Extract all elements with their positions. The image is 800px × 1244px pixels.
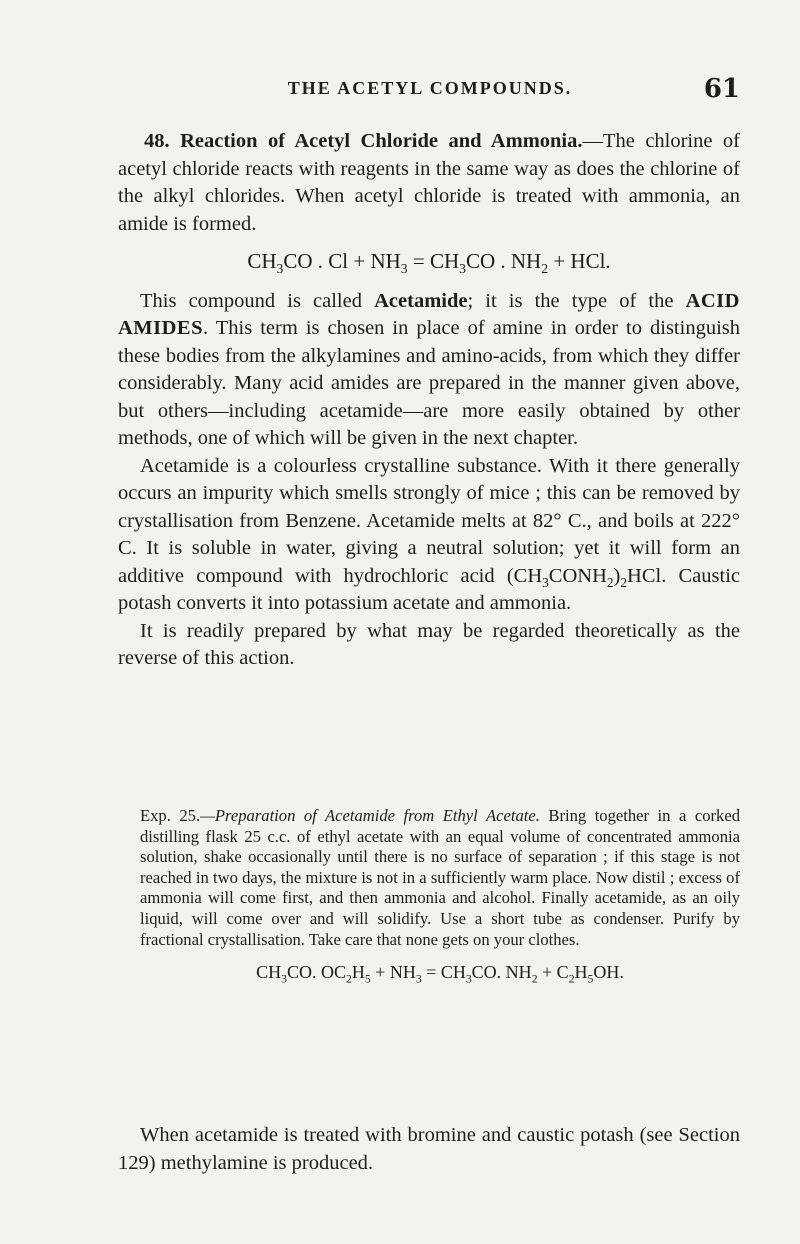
experiment-label: Exp. 25. — [140, 806, 201, 825]
section-intro-paragraph — [118, 128, 740, 238]
section-title: Reaction of Acetyl Chloride and Ammonia. — [180, 130, 583, 152]
preparation-note-paragraph: It is readily prepared by what may be regarded theoretically as the reverse of this action. — [118, 619, 740, 669]
final-text — [118, 1122, 740, 1177]
page-number: 61 — [703, 74, 740, 104]
section-intro-text: —The chlorine of acetyl chloride reacts with reagents in the same way as does the chlorine of the alkyl chlorides. When acetyl chloride is treated with ammonia, an amide is formed. — [118, 130, 740, 235]
formula-acetamide-hydrochloride: $(CH_3CONH_2)_2HCl$. — [506, 564, 667, 590]
equation-acetyl-chloride-ammonia: $CH_3CO$ . $Cl + NH_3 = CH_3CO$ . $NH_2$ + HCl. — [247, 249, 611, 277]
equation-ethyl-acetate-ammonia: $CH_3CO$. $OC_2H_5 + NH_3 = CH_3CO$. $NH_2 + C_2H_5OH$. — [256, 962, 624, 986]
main-text — [118, 128, 740, 673]
running-title: THE ACETYL COMPOUNDS. — [287, 78, 573, 98]
acetamide-properties-paragraph: Acetamide is a colourless crystalline substance. With it there generally occurs an impurity which smells strongly of mice ; this can be removed by crystallisation from Benzene. Acetamide melts at 82° C., and boils at 222° C. It is soluble in water, giving a neutral solution; yet it will form an additive compound with hydrochloric acid $(CH_3CONH_2)_2HCl$. Caustic potash converts it into potassium acetate and ammonia. — [118, 454, 740, 614]
experiment-block — [140, 806, 740, 995]
term-acid-amides: ACID AMIDES — [118, 289, 740, 339]
experiment-text: Exp. 25.—Preparation of Acetamide from Ethyl Acetate. Bring together in a corked distilling flask 25 c.c. of ethyl acetate with an equal volume of concentrated ammonia solution, shake occasionally until there is no surface of separation ; if this stage is not reached in two days, the mixture is not in a sufficiently warm place. Now distil ; excess of ammonia will come first, and then ammonia and alcohol. Finally acetamide, as an oily liquid, will come over and will solidify. Use a short tube as condenser. Purify by fractional crystallisation. Take care that none gets on your clothes. — [140, 806, 740, 949]
running-head — [120, 74, 740, 106]
section-number: 48. — [144, 130, 170, 152]
methylamine-paragraph: When acetamide is treated with bromine and caustic potash (see Section 129) methylamine is produced. — [118, 1124, 740, 1174]
term-acetamide: Acetamide — [374, 289, 468, 312]
experiment-title: —Preparation of Acetamide from Ethyl Acetate. — [200, 806, 540, 825]
acetamide-definition-paragraph: This compound is called Acetamide; it is the type of the ACID AMIDES. This term is chosen in place of amine in order to distinguish these bodies from the alkylamines and amino-acids, from which they differ considerably. Many acid amides are prepared in the manner given above, but others—including acetamide—are more easily obtained by other methods, one of which will be given in the next chapter. — [118, 289, 740, 449]
